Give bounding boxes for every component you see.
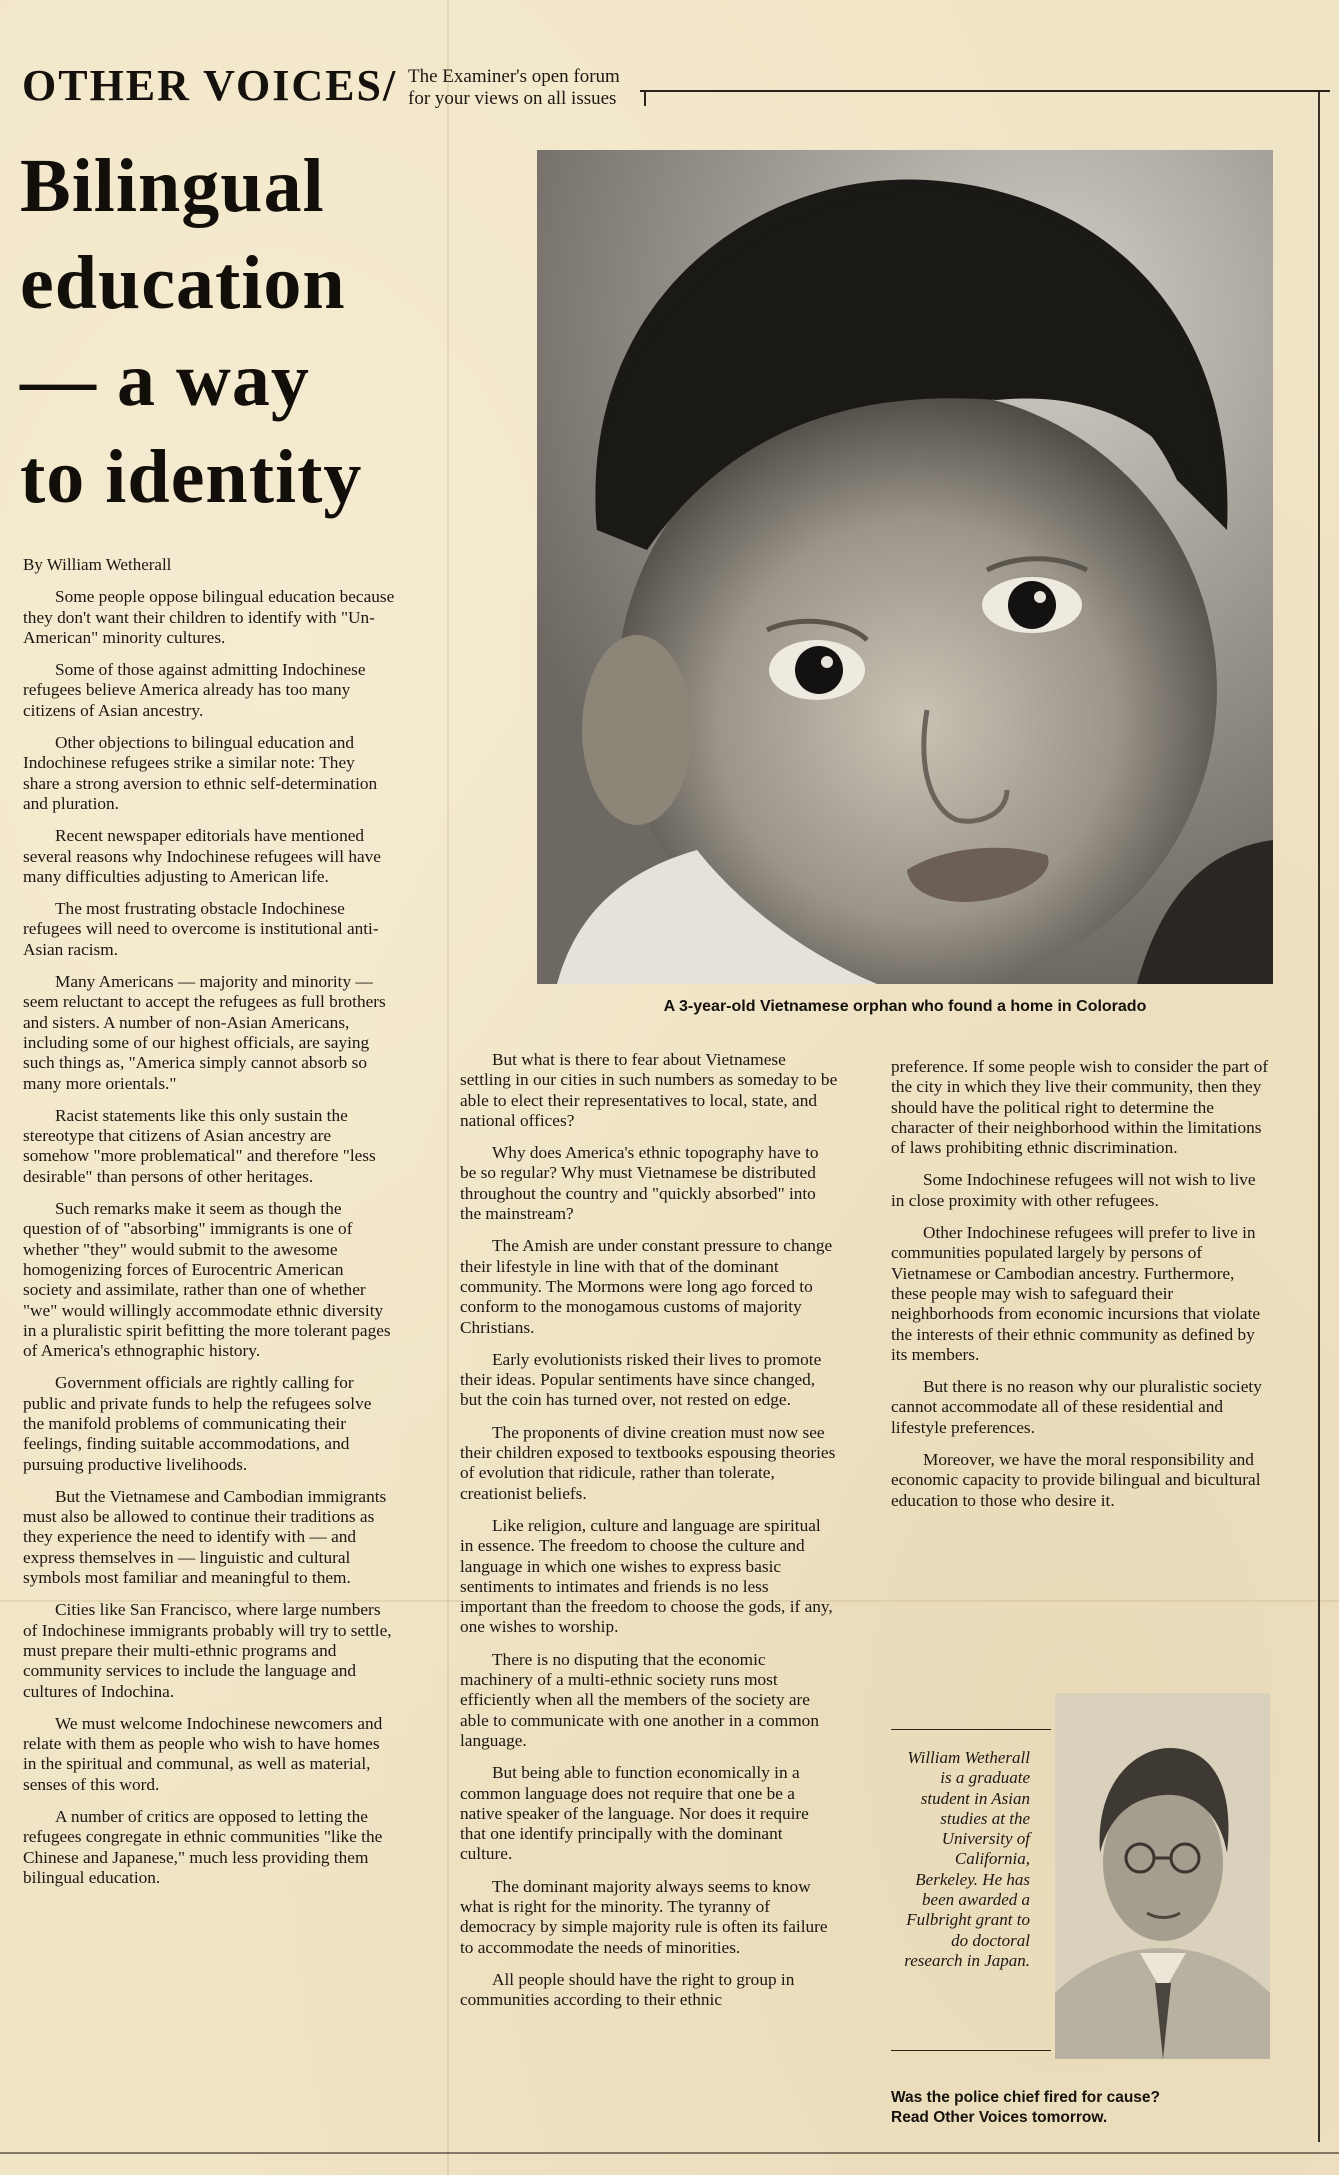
article-paragraph: Racist statements like this only sustain the stereotype that citizens of Asian ancestry are somehow "more problematical" and therefore "less desirable" than persons of other heritages. <box>23 1105 376 1186</box>
article-paragraph: The most frustrating obstacle Indochinese refugees will need to overcome is institutional anti-Asian racism. <box>23 899 379 959</box>
article-paragraph: Some of those against admitting Indochinese refugees believe America already has too many citizens of Asian ancestry. <box>23 660 366 720</box>
article-paragraph: Other Indochinese refugees will prefer to live in communities populated largely by persons of Vietnamese or Cambodian ancestry. Furthermore, these people may wish to safeguard their neighborhoods from economic incursions that violate the interests of their ethnic community as defined by its members. <box>891 1223 1261 1364</box>
bio-rule-top <box>891 1729 1051 1730</box>
bottom-rule <box>0 2152 1339 2154</box>
article-paragraph: We must welcome Indochinese newcomers and relate with them as people who wish to have homes in the spiritual and communal, as well as material, senses of this word. <box>23 1713 383 1794</box>
headline-line: to identity <box>20 435 363 519</box>
article-paragraph: But what is there to fear about Vietnamese settling in our cities in such numbers as someday to be able to elect their representatives to local, state, and national offices? <box>460 1050 838 1130</box>
article-paragraph: But the Vietnamese and Cambodian immigrants must also be allowed to continue their traditions as they experience the need to identify with — and express themselves in — linguistic and cultural symbols most familiar and meaningful to them. <box>23 1486 387 1588</box>
article-paragraph: Many Americans — majority and minority — seem reluctant to accept the refugees as full brothers and sisters. A number of non-Asian Americans, including some of our highest officials, are saying such things as, "America simply cannot absorb so many more orientals." <box>23 972 386 1093</box>
article-paragraph: Moreover, we have the moral responsibility and economic capacity to provide bilingual and bicultural education to those who desire it. <box>891 1450 1261 1510</box>
next-day-teaser <box>891 2088 1271 2128</box>
article-paragraph: Like religion, culture and language are spiritual in essence. The freedom to choose the culture and language in which one wishes to express basic sentiments to intimates and friends is no less important than the freedom to choose the gods, if any, one wishes to worship. <box>460 1515 833 1637</box>
forum-tagline-line1: The Examiner's open forum <box>408 66 620 87</box>
article-paragraph: Recent newspaper editorials have mentioned several reasons why Indochinese refugees will have many difficulties adjusting to American life. <box>23 826 381 886</box>
headline-line: — a way <box>20 338 310 422</box>
section-kicker: OTHER VOICES/ <box>22 61 398 110</box>
photo-caption: A 3-year-old Vietnamese orphan who found a home in Colorado <box>663 998 1147 1015</box>
child-photo <box>537 150 1273 984</box>
article-column-2 <box>460 1050 838 2022</box>
article-paragraph: Why does America's ethnic topography have to be so regular? Why must Vietnamese be distributed throughout the country and "quickly absorbed" into the mainstream? <box>460 1143 819 1224</box>
article-column-3 <box>891 1057 1269 1523</box>
article-paragraph: The proponents of divine creation must now see their children exposed to textbooks espousing theories of evolution that ridicule, rather than tolerate, creationist beliefs. <box>460 1422 836 1503</box>
header-rule <box>640 90 1330 92</box>
bio-rule-bottom <box>891 2050 1051 2051</box>
article-paragraph-split-end: preference. If some people wish to consider the part of the city in which they live their community, then they should have the political right to determine the character of their neighborhood within the limitations of laws prohibiting ethnic discrimination. <box>891 1057 1269 1158</box>
article-paragraph: Government officials are rightly calling for public and private funds to help the refugees solve the manifold problems of communicating their feelings, finding suitable accommodations, and pursuing productive livelihoods. <box>23 1373 372 1474</box>
teaser-line: Was the police chief fired for cause? <box>891 2089 1161 2106</box>
article-paragraph: Other objections to bilingual education and Indochinese refugees strike a similar note: They share a strong aversion to ethnic self-determination and pluration. <box>23 733 378 813</box>
article-paragraph-split-start: All people should have the right to group in communities according to their ethnic <box>460 1969 795 2010</box>
article-paragraph: Cities like San Francisco, where large numbers of Indochinese immigrants probably will try to settle, must prepare their multi-ethnic programs and community services to include the language and cultures of Indochina. <box>23 1600 392 1701</box>
headline-line: Bilingual <box>20 144 325 228</box>
article-headline <box>20 138 460 526</box>
article-column-1 <box>23 555 395 1900</box>
article-paragraph: Some people oppose bilingual education because they don't want their children to identify with "Un-American" minority cultures. <box>23 587 395 647</box>
article-paragraph: But being able to function economically in a common language does not require that one be a native speaker of the language. Nor does it require that one identify principally with the dominant culture. <box>460 1763 809 1864</box>
article-paragraph: The dominant majority always seems to know what is right for the minority. The tyranny of democracy by simple majority rule is often its failure to accommodate the needs of minorities. <box>460 1876 828 1957</box>
article-paragraph: The Amish are under constant pressure to change their lifestyle in line with that of the dominant community. The Mormons were long ago forced to conform to the monogamous customs of majority Christians. <box>460 1236 833 1337</box>
article-paragraph: There is no disputing that the economic machinery of a multi-ethnic society runs most efficiently when all the members of the society are able to communicate with one another in a common language. <box>460 1649 819 1750</box>
teaser-line: Read Other Voices tomorrow. <box>891 2109 1108 2126</box>
article-paragraph: A number of critics are opposed to letting the refugees congregate in ethnic communities "like the Chinese and Japanese," much less providing them bilingual education. <box>23 1807 383 1887</box>
forum-tagline-line2: for your views on all issues <box>408 88 617 109</box>
article-paragraph: But there is no reason why our pluralistic society cannot accommodate all of these residential and lifestyle preferences. <box>891 1377 1262 1437</box>
author-bio: William Wetherall is a graduate student in Asian studies at the University of California, Berkeley. He has been awarded a Fulbright grant to do doctoral research in Japan. <box>904 1748 1030 1970</box>
article-paragraph: Early evolutionists risked their lives to promote their ideas. Popular sentiments have since changed, but the coin has turned over, not rested on edge. <box>460 1349 822 1410</box>
article-paragraph: Such remarks make it seem as though the question of of "absorbing" immigrants is one of whether "they" would submit to the awesome homogenizing forces of Eurocentric American society and assimilate, rather than one of whether "we" would willingly accommodate ethnic diversity in a pluralistic spirit befitting the more tolerant pages of America's ethnographic history. <box>23 1199 391 1361</box>
header-rule-tick <box>644 90 646 106</box>
headline-line: education <box>20 241 346 325</box>
forum-tagline <box>408 66 620 110</box>
article-paragraph: Some Indochinese refugees will not wish to live in close proximity with other refugees. <box>891 1170 1256 1210</box>
author-photo <box>1055 1693 1270 2059</box>
byline: By William Wetherall <box>23 555 172 574</box>
right-column-rule <box>1318 92 1320 2142</box>
